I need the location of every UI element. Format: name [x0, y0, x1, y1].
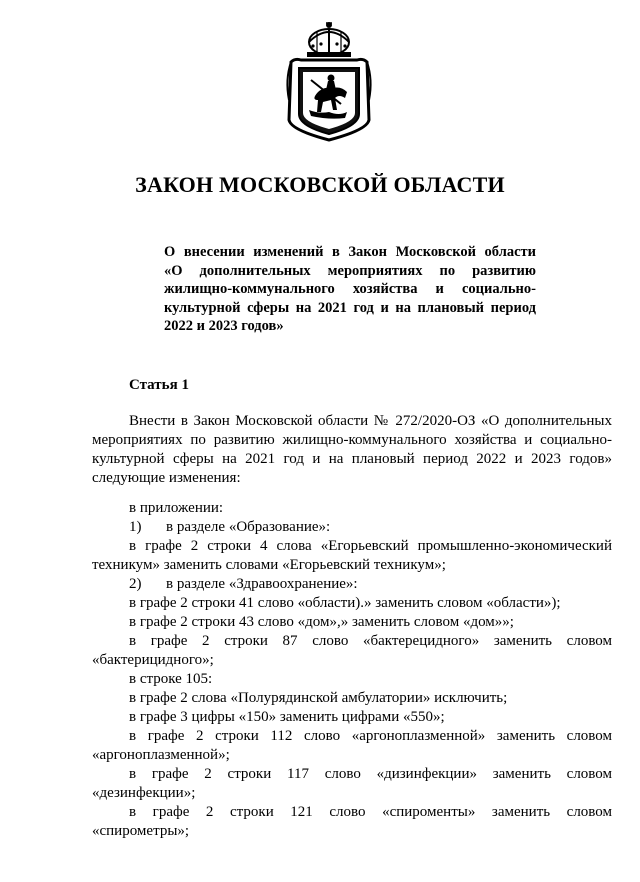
body-line: «аргоноплазменной»; [92, 747, 230, 763]
body-line: техникум» заменить словами «Егорьевский техникум»; [92, 557, 446, 573]
body-line: в графе 2 слова «Полурядинской амбулатории» исключить; [129, 690, 508, 706]
intro-line: Внести в Закон Московской области № 272/2020-ОЗ «О дополнительных [129, 413, 612, 429]
subject-line: «О дополнительных мероприятиях по развитию [164, 262, 536, 279]
law-subject [164, 243, 536, 336]
body-line: в графе 2 строки 41 слово «области).» заменить словом «области»); [129, 595, 561, 611]
numbered-item [92, 518, 612, 537]
body-line: в графе 2 строки 112 слово «аргоноплазменной» заменить словом [129, 728, 612, 744]
crown-icon [307, 22, 351, 57]
item-text: в разделе «Образование»: [166, 519, 331, 535]
subject-line: жилищно-коммунального хозяйства и социально- [164, 281, 536, 297]
item-number: 2) [129, 576, 142, 592]
body-line: в графе 2 строки 117 слово «дизинфекции» заменить словом [129, 766, 612, 782]
law-title: ЗАКОН МОСКОВСКОЙ ОБЛАСТИ [135, 172, 505, 197]
item-text: в разделе «Здравоохранение»: [166, 576, 358, 592]
article-body [92, 499, 612, 841]
moscow-oblast-coat-of-arms-icon [281, 20, 377, 142]
body-line: в графе 3 цифры «150» заменить цифрами «550»; [129, 709, 445, 725]
body-line: в графе 2 строки 121 слово «спироменты» заменить словом [129, 804, 612, 820]
subject-line: О внесении изменений в Закон Московской области [164, 244, 536, 260]
article-heading: Статья 1 [129, 377, 189, 393]
article-intro [92, 412, 612, 488]
numbered-item [92, 575, 612, 594]
intro-line: культурной сферы на 2021 год и на плановый период 2022 и 2023 годов» [92, 451, 612, 467]
body-line: в графе 2 строки 43 слово «дом»,» заменить словом «дом»»; [129, 614, 514, 630]
body-line: «спирометры»; [92, 823, 190, 839]
subject-line: культурной сферы на 2021 год и на плановый период [164, 299, 536, 316]
intro-line: мероприятиях по развитию жилищно-коммунального хозяйства и социально- [92, 432, 612, 448]
body-line: в графе 2 строки 87 слово «бактерецидного» заменить словом [129, 633, 612, 649]
intro-line: следующие изменения: [92, 470, 241, 486]
body-line: в графе 2 строки 4 слова «Егорьевский промышленно-экономический [129, 538, 612, 554]
subject-line: 2022 и 2023 годов» [164, 318, 284, 334]
body-line: «бактерицидного»; [92, 652, 214, 668]
body-line: в строке 105: [129, 671, 213, 687]
body-line: «дезинфекции»; [92, 785, 196, 801]
body-line: в приложении: [129, 500, 224, 516]
item-number: 1) [129, 519, 142, 535]
